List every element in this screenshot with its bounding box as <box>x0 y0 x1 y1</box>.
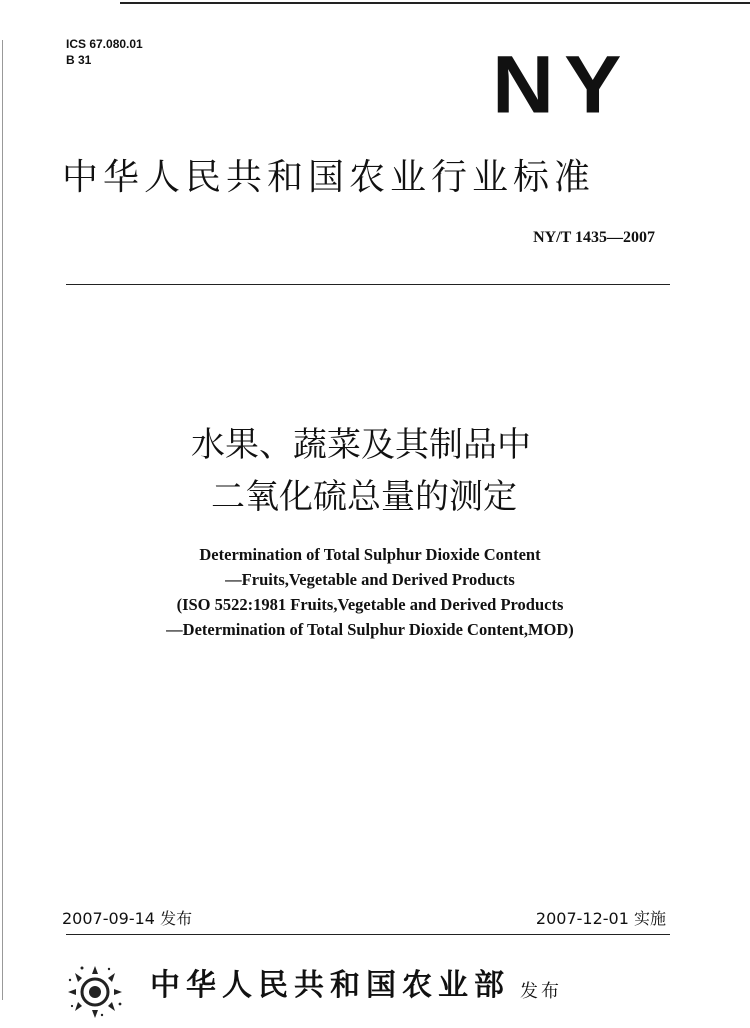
header-divider <box>66 284 670 285</box>
ministry-emblem-icon <box>62 962 126 1020</box>
standard-category-heading: 中华人民共和国农业行业标准 <box>62 157 596 198</box>
english-title-line-4: —Determination of Total Sulphur Dioxide Content,MOD) <box>166 620 574 639</box>
issue-date: 2007-09-14 发布 <box>62 909 193 928</box>
ny-logo: NY <box>492 39 632 131</box>
classification-codes <box>66 36 143 68</box>
english-title-line-1: Determination of Total Sulphur Dioxide Content <box>199 545 541 564</box>
chinese-title-line-2: 二氧化硫总量的测定 <box>211 477 517 517</box>
issuing-authority-suffix: 发布 <box>520 981 562 1002</box>
english-title-line-2: —Fruits,Vegetable and Derived Products <box>225 570 515 589</box>
scan-top-edge <box>120 2 750 4</box>
standard-number: NY/T 1435—2007 <box>533 229 655 246</box>
issuing-authority: 中华人民共和国农业部 <box>150 968 510 1003</box>
ccs-code: B 31 <box>66 53 92 67</box>
english-title-line-3: (ISO 5522:1981 Fruits,Vegetable and Derived Products <box>176 595 564 614</box>
ics-code: ICS 67.080.01 <box>66 37 143 51</box>
footer-divider <box>66 934 670 935</box>
implementation-date: 2007-12-01 实施 <box>535 909 666 928</box>
chinese-title-line-1: 水果、蔬菜及其制品中 <box>191 425 531 465</box>
